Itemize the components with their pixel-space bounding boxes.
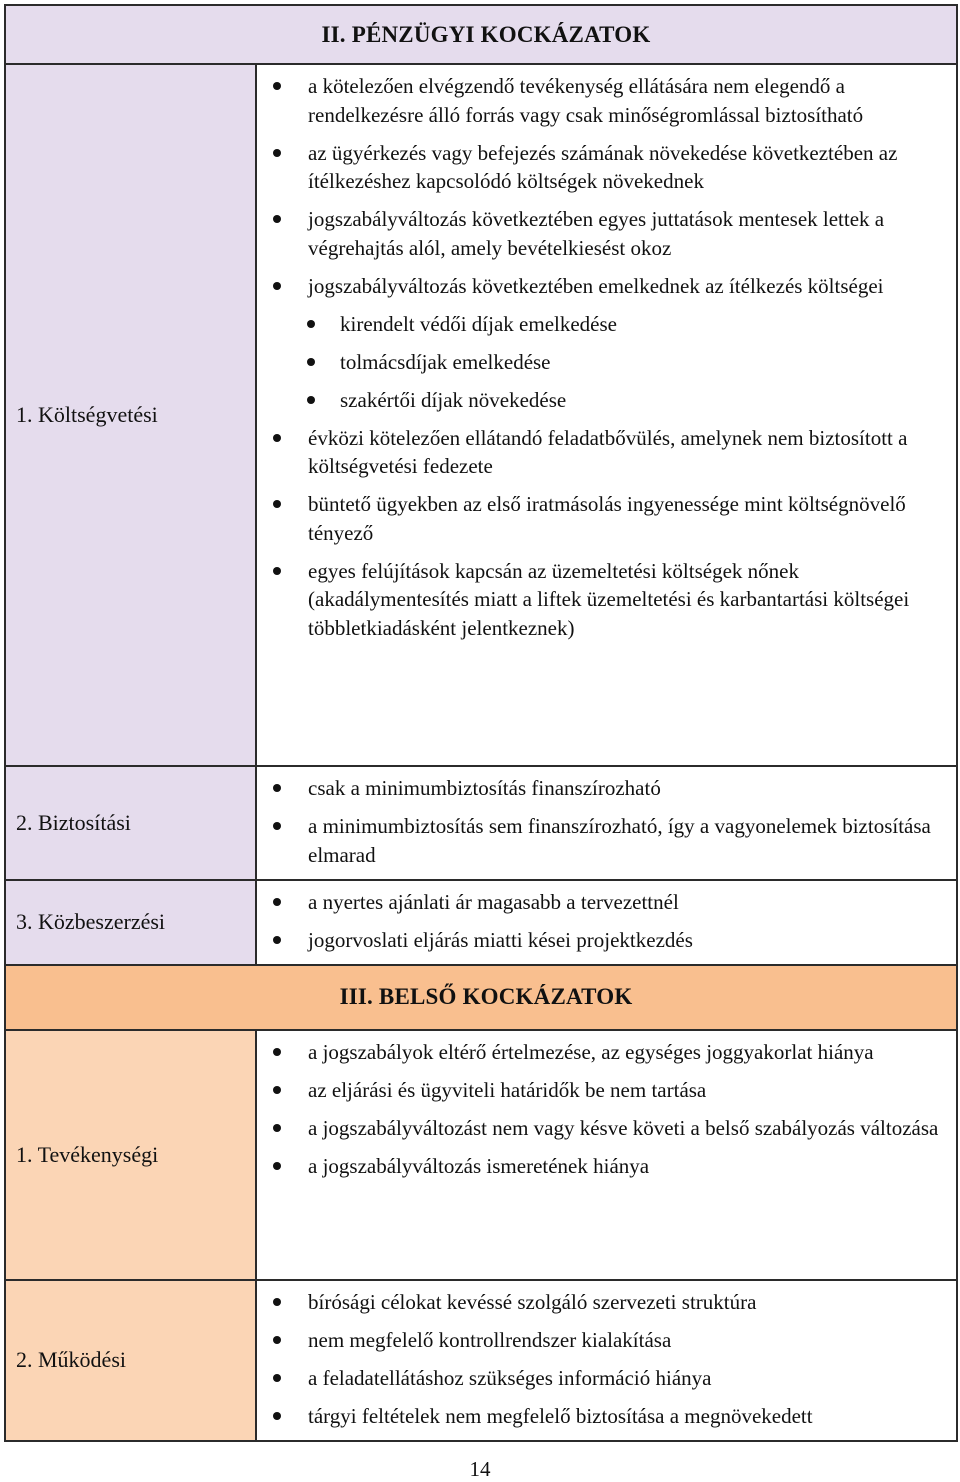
financial-header xyxy=(5,5,957,64)
risk-label-budget: 1. Költségvetési xyxy=(5,64,256,766)
internal-header-row xyxy=(5,965,957,1030)
financial-title: II. PÉNZÜGYI KOCKÁZATOK xyxy=(321,21,651,47)
sub-list-item: tolmácsdíjak emelkedése xyxy=(257,348,948,377)
list-item: a jogszabályváltozás ismeretének hiánya xyxy=(257,1152,948,1181)
list-item: a minimumbiztosítás sem finanszírozható, így a vagyonelemek biztosítása elmarad xyxy=(257,812,948,869)
risk-items-budget xyxy=(256,64,957,766)
list-item: a feladatellátáshoz szükséges információ hiánya xyxy=(257,1364,948,1393)
risk-row-procurement xyxy=(5,880,957,965)
internal-title: III. BELSŐ KOCKÁZATOK xyxy=(339,984,633,1009)
list-item: az ügyérkezés vagy befejezés számának növekedése következtében az ítélkezéshez kapcsolódó költségek növekednek xyxy=(257,139,948,196)
risk-items-procurement xyxy=(256,880,957,965)
financial-header-row xyxy=(5,5,957,64)
list-item: bírósági célokat kevéssé szolgáló szervezeti struktúra xyxy=(257,1288,948,1317)
list-item: büntető ügyekben az első iratmásolás ingyenessége mint költségnövelő tényező xyxy=(257,490,948,547)
risk-items-activity xyxy=(256,1030,957,1280)
page-number: 14 xyxy=(469,1457,491,1481)
risk-label-operational: 2. Működési xyxy=(5,1280,256,1441)
risk-row-insurance xyxy=(5,766,957,880)
internal-header xyxy=(5,965,957,1030)
risk-row-budget xyxy=(5,64,957,766)
sub-list-item: szakértői díjak növekedése xyxy=(257,386,948,415)
risk-row-operational xyxy=(5,1280,957,1441)
risk-label-activity: 1. Tevékenységi xyxy=(5,1030,256,1280)
risk-label-procurement: 3. Közbeszerzési xyxy=(5,880,256,965)
risk-items-insurance xyxy=(256,766,957,880)
risk-label-insurance: 2. Biztosítási xyxy=(5,766,256,880)
list-item: az eljárási és ügyviteli határidők be nem tartása xyxy=(257,1076,948,1105)
list-item: a jogszabályok eltérő értelmezése, az egységes joggyakorlat hiánya xyxy=(257,1038,948,1067)
list-item: egyes felújítások kapcsán az üzemeltetési költségek nőnek (akadálymentesítés miatt a liftek üzemeltetési és karbantartási költségei többletkiadásként jelentkeznek) xyxy=(257,557,948,643)
list-item: csak a minimumbiztosítás finanszírozható xyxy=(257,774,948,803)
list-item: évközi kötelezően ellátandó feladatbővülés, amelynek nem biztosított a költségvetési fedezete xyxy=(257,424,948,481)
list-item: nem megfelelő kontrollrendszer kialakítása xyxy=(257,1326,948,1355)
list-item: jogszabályváltozás következtében emelkednek az ítélkezés költségei xyxy=(257,272,948,301)
list-item: jogorvoslati eljárás miatti kései projektkezdés xyxy=(257,926,948,955)
list-item: a nyertes ajánlati ár magasabb a tervezettnél xyxy=(257,888,948,917)
list-item: jogszabályváltozás következtében egyes juttatások mentesek lettek a végrehajtás alól, amely bevételkiesést okoz xyxy=(257,205,948,262)
list-item: tárgyi feltételek nem megfelelő biztosítása a megnövekedett xyxy=(257,1402,948,1431)
sub-list-item: kirendelt védői díjak emelkedése xyxy=(257,310,948,339)
risk-items-operational xyxy=(256,1280,957,1441)
list-item: a jogszabályváltozást nem vagy késve követi a belső szabályozás változása xyxy=(257,1114,948,1143)
risk-table xyxy=(4,4,958,1442)
list-item: a kötelezően elvégzendő tevékenység ellátására nem elegendő a rendelkezésre álló forrás vagy csak minőségromlással biztosítható xyxy=(257,72,948,129)
risk-row-activity xyxy=(5,1030,957,1280)
